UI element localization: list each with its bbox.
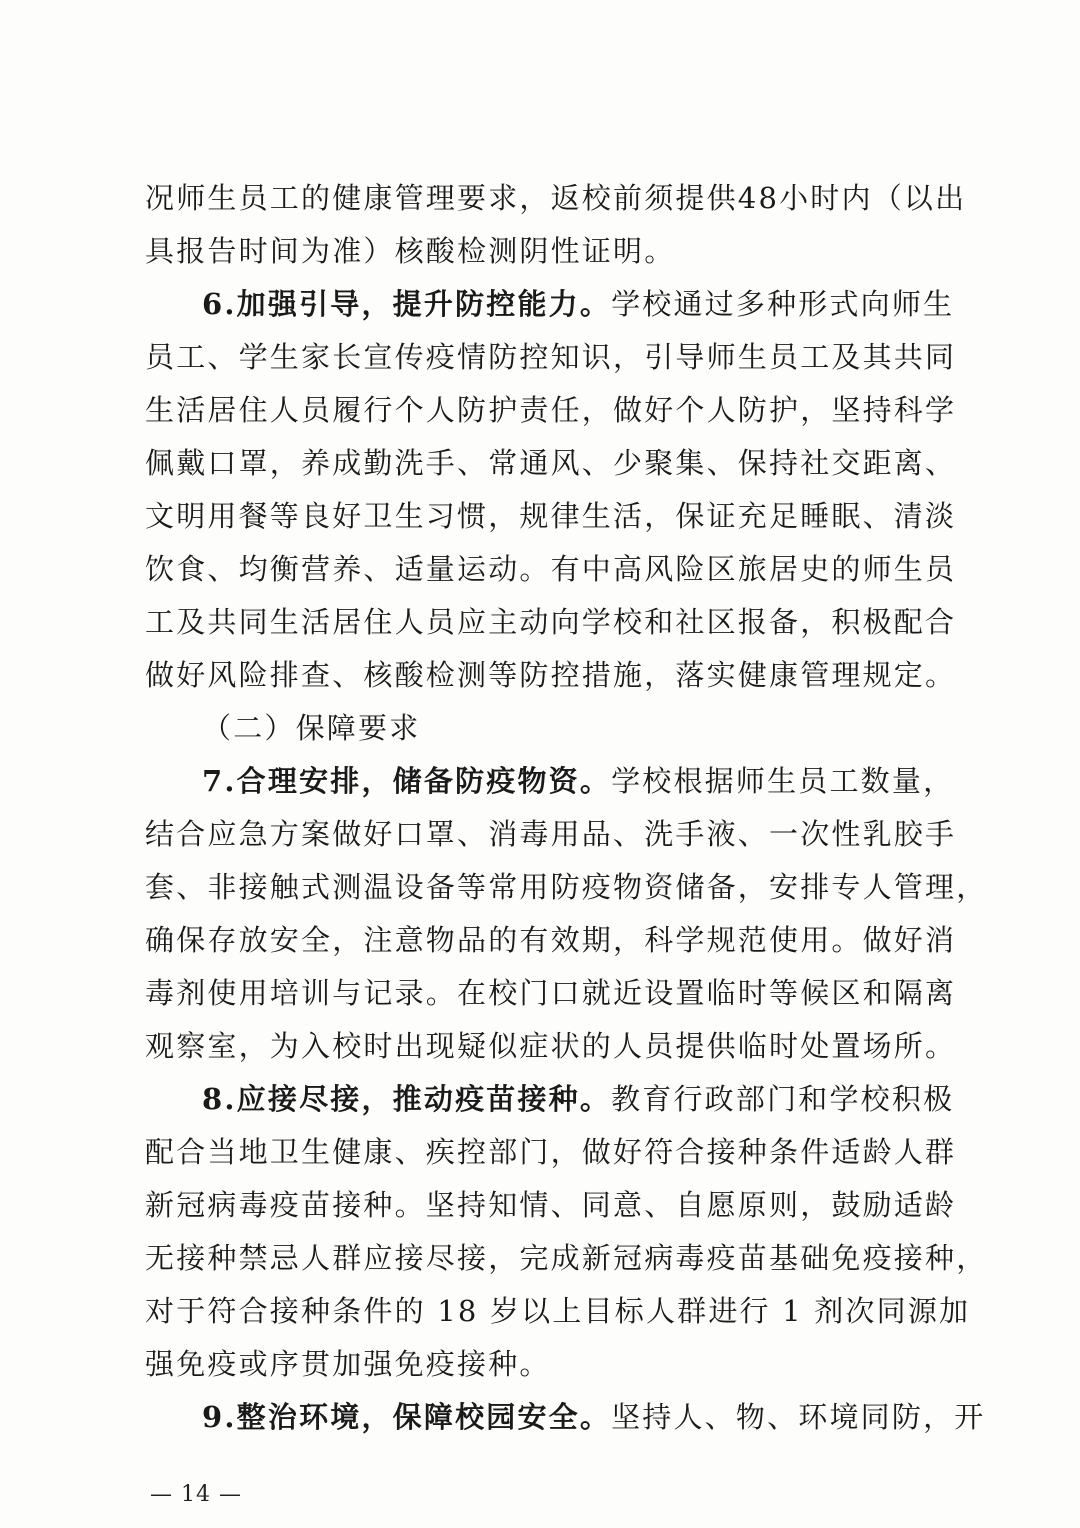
section-8-heading: 8.应接尽接，推动疫苗接种。 bbox=[202, 1082, 612, 1116]
section-9-line: 9.整治环境，保障校园安全。坚持人、物、环境同防，开 bbox=[202, 1400, 986, 1434]
body-line: 生活居住人员履行个人防护责任，做好个人防护，坚持科学 bbox=[145, 393, 957, 427]
body-line: 具报告时间为准）核酸检测阴性证明。 bbox=[145, 234, 676, 268]
body-line: 饮食、均衡营养、适量运动。有中高风险区旅居史的师生员 bbox=[145, 552, 957, 586]
section-8-line: 8.应接尽接，推动疫苗接种。教育行政部门和学校积极 bbox=[202, 1082, 955, 1116]
subsection-heading: （二）保障要求 bbox=[202, 711, 421, 745]
body-line: 佩戴口罩，养成勤洗手、常通风、少聚集、保持社交距离、 bbox=[145, 446, 957, 480]
section-6-line: 6.加强引导，提升防控能力。学校通过多种形式向师生 bbox=[202, 287, 955, 321]
body-line: 强免疫或序贯加强免疫接种。 bbox=[145, 1347, 551, 1381]
body-line: 对于符合接种条件的 18 岁以上目标人群进行 1 剂次同源加 bbox=[145, 1294, 971, 1328]
section-6-heading: 6.加强引导，提升防控能力。 bbox=[202, 287, 612, 321]
body-line: 结合应急方案做好口罩、消毒用品、洗手液、一次性乳胶手 bbox=[145, 817, 957, 851]
body-line: 工及共同生活居住人员应主动向学校和社区报备，积极配合 bbox=[145, 605, 957, 639]
section-7-line: 7.合理安排，储备防疫物资。学校根据师生员工数量， bbox=[202, 764, 955, 798]
body-line: 观察室，为入校时出现疑似症状的人员提供临时处置场所。 bbox=[145, 1029, 957, 1063]
section-7-heading: 7.合理安排，储备防疫物资。 bbox=[202, 764, 612, 798]
body-line: 毒剂使用培训与记录。在校门口就近设置临时等候区和隔离 bbox=[145, 976, 957, 1010]
section-9-heading: 9.整治环境，保障校园安全。 bbox=[202, 1400, 612, 1434]
body-line: 员工、学生家长宣传疫情防控知识，引导师生员工及其共同 bbox=[145, 340, 957, 374]
body-line: 文明用餐等良好卫生习惯，规律生活，保证充足睡眠、清淡 bbox=[145, 499, 957, 533]
body-line: 做好风险排查、核酸检测等防控措施，落实健康管理规定。 bbox=[145, 658, 957, 692]
body-line: 新冠病毒疫苗接种。坚持知情、同意、自愿原则，鼓励适龄 bbox=[145, 1188, 957, 1222]
body-line: 套、非接触式测温设备等常用防疫物资储备，安排专人管理， bbox=[145, 870, 988, 904]
body-line: 无接种禁忌人群应接尽接，完成新冠病毒疫苗基础免疫接种， bbox=[145, 1241, 988, 1275]
body-line: 配合当地卫生健康、疾控部门，做好符合接种条件适龄人群 bbox=[145, 1135, 957, 1169]
page-number: — 14 — bbox=[150, 1482, 242, 1507]
body-line: 确保存放安全，注意物品的有效期，科学规范使用。做好消 bbox=[145, 923, 957, 957]
body-line: 况师生员工的健康管理要求，返校前须提供48小时内（以出 bbox=[145, 181, 967, 215]
